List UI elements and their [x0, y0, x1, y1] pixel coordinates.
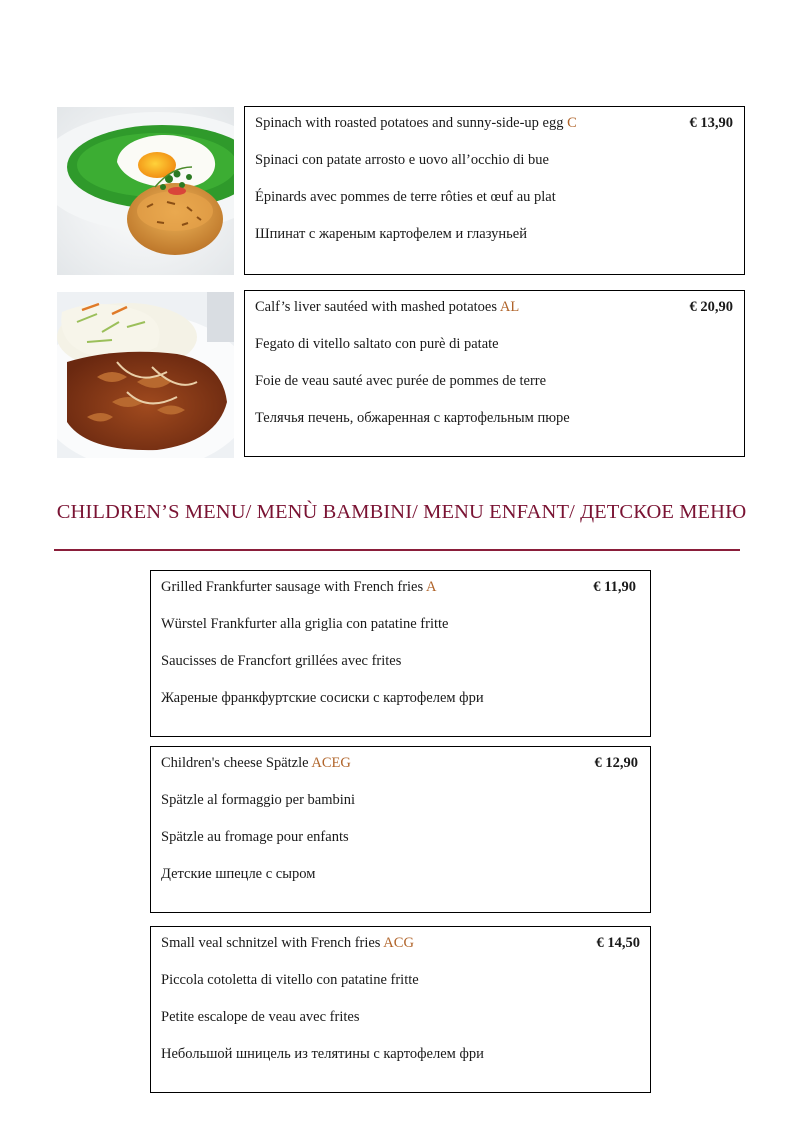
dish-name-ru: Небольшой шницель из телятины с картофелем фри [161, 1046, 484, 1062]
heading-divider [54, 549, 740, 551]
dish-name-ru: Жареные франкфуртские сосиски с картофелем фри [161, 690, 484, 706]
dish-name-en: Small veal schnitzel with French fries ACG [161, 935, 414, 951]
children-dish-card [150, 570, 651, 737]
allergen-code: AL [499, 299, 520, 315]
allergen-code: A [425, 579, 437, 595]
dish-name-it: Würstel Frankfurter alla griglia con patatine fritte [161, 616, 449, 632]
allergen-code: ACEG [311, 755, 351, 771]
dish-name-ru: Телячья печень, обжаренная с картофельным пюре [255, 410, 570, 426]
dish-price: € 14,50 [596, 935, 640, 951]
allergen-code: C [567, 115, 577, 131]
dish-name-fr: Foie de veau sauté avec purée de pommes de terre [255, 373, 547, 389]
dish-card [244, 290, 745, 457]
dish-card [244, 106, 745, 275]
dish-name-it: Fegato di vitello saltato con purè di patate [255, 336, 499, 352]
dish-name-ru: Шпинат с жареным картофелем и глазуньей [255, 226, 527, 242]
dish-price: € 13,90 [689, 115, 733, 131]
dish-name-it: Spätzle al formaggio per bambini [161, 792, 356, 808]
dish-name-en: Grilled Frankfurter sausage with French fries A [161, 579, 437, 595]
children-dish-card [150, 746, 651, 913]
dish-name-fr: Saucisses de Francfort grillées avec frites [161, 653, 402, 669]
dish-name-en: Spinach with roasted potatoes and sunny-side-up egg C [255, 115, 577, 131]
dish-price: € 20,90 [689, 299, 733, 315]
dish-name-en: Calf’s liver sautéed with mashed potatoes AL [255, 299, 520, 315]
dish-name-it: Spinaci con patate arrosto e uovo all’occhio di bue [255, 152, 549, 168]
dish-price: € 11,90 [593, 579, 636, 595]
dish-name-fr: Petite escalope de veau avec frites [161, 1009, 360, 1025]
spinach-dish-photo [57, 107, 234, 275]
dish-price: € 12,90 [594, 755, 638, 771]
dish-name-ru: Детские шпецле с сыром [161, 866, 316, 882]
dish-name-en: Children's cheese Spätzle ACEG [161, 755, 351, 771]
dish-name-it: Piccola cotoletta di vitello con patatine fritte [161, 972, 419, 988]
dish-name-fr: Épinards avec pommes de terre rôties et œuf au plat [255, 189, 556, 205]
children-menu-heading: CHILDREN’S MENU/ MENÙ BAMBINI/ MENU ENFANT/ ДЕТСКОЕ МЕНЮ [56, 501, 747, 523]
allergen-code: ACG [383, 935, 414, 951]
children-dish-card [150, 926, 651, 1093]
calf-liver-dish-photo [57, 292, 234, 458]
dish-name-fr: Spätzle au fromage pour enfants [161, 829, 349, 845]
